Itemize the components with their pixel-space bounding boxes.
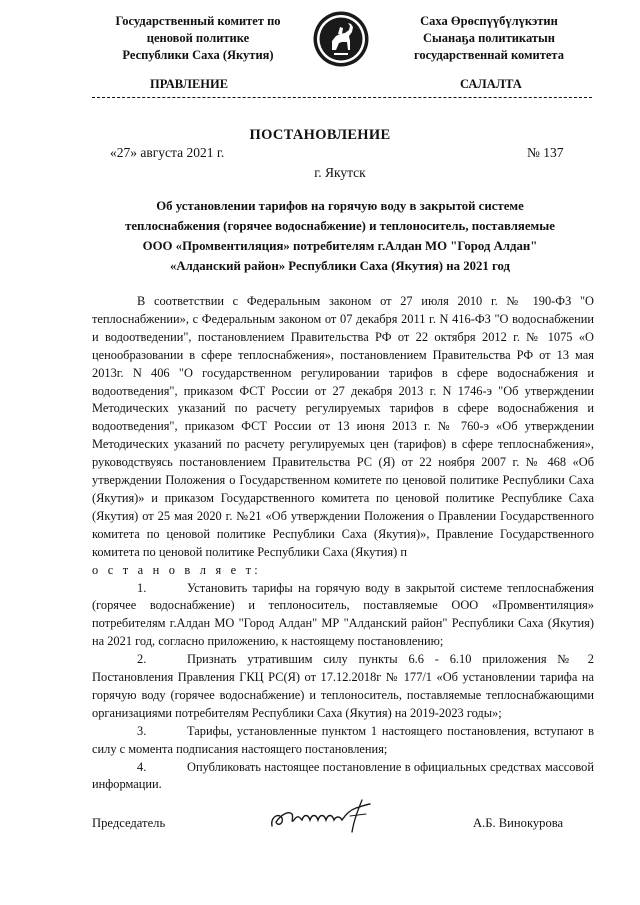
item-number: 2. <box>137 652 147 667</box>
item-number: 1. <box>137 580 147 595</box>
header-left-line: ценовой политике <box>146 31 250 45</box>
resolution-item <box>92 580 594 652</box>
item-number: 3. <box>137 723 147 738</box>
header-right-line: государственнай комитета <box>414 48 564 62</box>
item-text: Установить тарифы на горячую воду в закрытой системе теплоснабжения (горячее водоснабжение) и теплоноситель, поставляемые ООО «Промвентиляция» потребителям г.Алдан МО "Город Алдан" МР "Алданский район" Республики Саха (Якутия) на 2021 год, согласно приложению, к настоящему постановлению; <box>92 580 594 649</box>
document-city: г. Якутск <box>314 165 366 180</box>
decides-line: о с т а н о в л я е т: <box>92 562 261 577</box>
header-right-line: Сыанаҕа политикатын <box>423 31 555 45</box>
header-right-org <box>384 13 594 64</box>
item-text: Признать утратившим силу пункты 6.6 - 6.10 приложения № 2 Постановления Правления ГКЦ РС(Я) от 17.12.2018г № 177/1 «Об установлении тарифа на горячую воду (горячее водоснабжение) и теплоноситель, поставляемые теплоснабжающими организациями потребителям Республики Саха (Якутия) на 2019-2023 годы»; <box>92 652 594 720</box>
document-number: № 137 <box>527 145 564 160</box>
subject-line: Об установлении тарифов на горячую воду в закрытой системе <box>156 199 524 213</box>
resolution-item <box>92 651 594 723</box>
resolution-item <box>92 723 594 759</box>
signature-icon <box>266 796 384 836</box>
item-text: Опубликовать настоящее постановление в официальных средствах массовой информации. <box>92 759 594 792</box>
board-label-sakha: САЛАЛТА <box>460 77 522 91</box>
preamble-paragraph: В соответствии с Федеральным законом от 27 июля 2010 г. № 190-ФЗ "О теплоснабжении», с Федеральным законом от 07 декабря 2011 г. N 416-ФЗ "О водоснабжении и водоотведении", постановлением Правительства РФ от 22 октября 2012 г. № 1075 «О ценообразовании в сфере теплоснабжения», постановлением Правительства РФ от 13 мая 2013г. N 406 "О государственном регулировании тарифов в сфере водоснабжения и водоотведения", приказом ФСТ России от 27 декабря 2013 г. N 1746-э "Об утверждении Методических указаний по расчету регулируемых тарифов в сфере водоснабжения и водоотведения", приказом ФСТ России от 13 июня 2013 г. № 760-э «Об утверждении Методических указаний по расчету регулируемых цен (тарифов) в сфере теплоснабжения», руководствуясь постановлением Правительства РС (Я) от 22 ноября 2007 г. № 468 «Об утверждении Положения о Государственном комитете по ценовой политике Республики Саха (Якутия)» и приказом Государственного комитета по ценовой политике Республике Саха (Якутия) от 25 мая 2020 г. №21 «Об утверждении Положения о Правлении Государственного комитета по ценовой политике Республики Саха (Якутия)», Правление Государственного комитета по ценовой политике Республики Саха (Якутия) п <box>92 294 594 559</box>
document-body <box>92 293 594 794</box>
chair-label: Председатель <box>92 816 166 830</box>
document-title: ПОСТАНОВЛЕНИЕ <box>249 127 391 143</box>
header-left-org <box>92 13 304 64</box>
item-text: Тарифы, установленные пунктом 1 настоящего постановления, вступают в силу с момента подписания настоящего постановления; <box>92 723 594 756</box>
subject-line: «Алданский район» Республики Саха (Якутия) на 2021 год <box>169 259 511 273</box>
header-divider <box>92 97 592 98</box>
document-date: «27» августа 2021 г. <box>110 145 225 160</box>
subject-line: ООО «Промвентиляция» потребителям г.Алдан МО "Город Алдан" <box>142 239 538 253</box>
subject-line: теплоснабжения (горячее водоснабжение) и теплоноситель, поставляемые <box>125 219 555 233</box>
header-left-line: Государственный комитет по <box>115 14 281 28</box>
signer-name: А.Б. Винокурова <box>473 816 564 830</box>
header-right-line: Саха Өрөспүүбүлүкэтин <box>420 14 558 28</box>
resolution-item <box>92 759 594 795</box>
coat-of-arms-icon <box>312 10 370 68</box>
board-label-ru: ПРАВЛЕНИЕ <box>150 77 229 91</box>
item-number: 4. <box>137 759 147 774</box>
header-left-line: Республики Саха (Якутия) <box>122 48 274 62</box>
document-subject <box>106 196 574 276</box>
